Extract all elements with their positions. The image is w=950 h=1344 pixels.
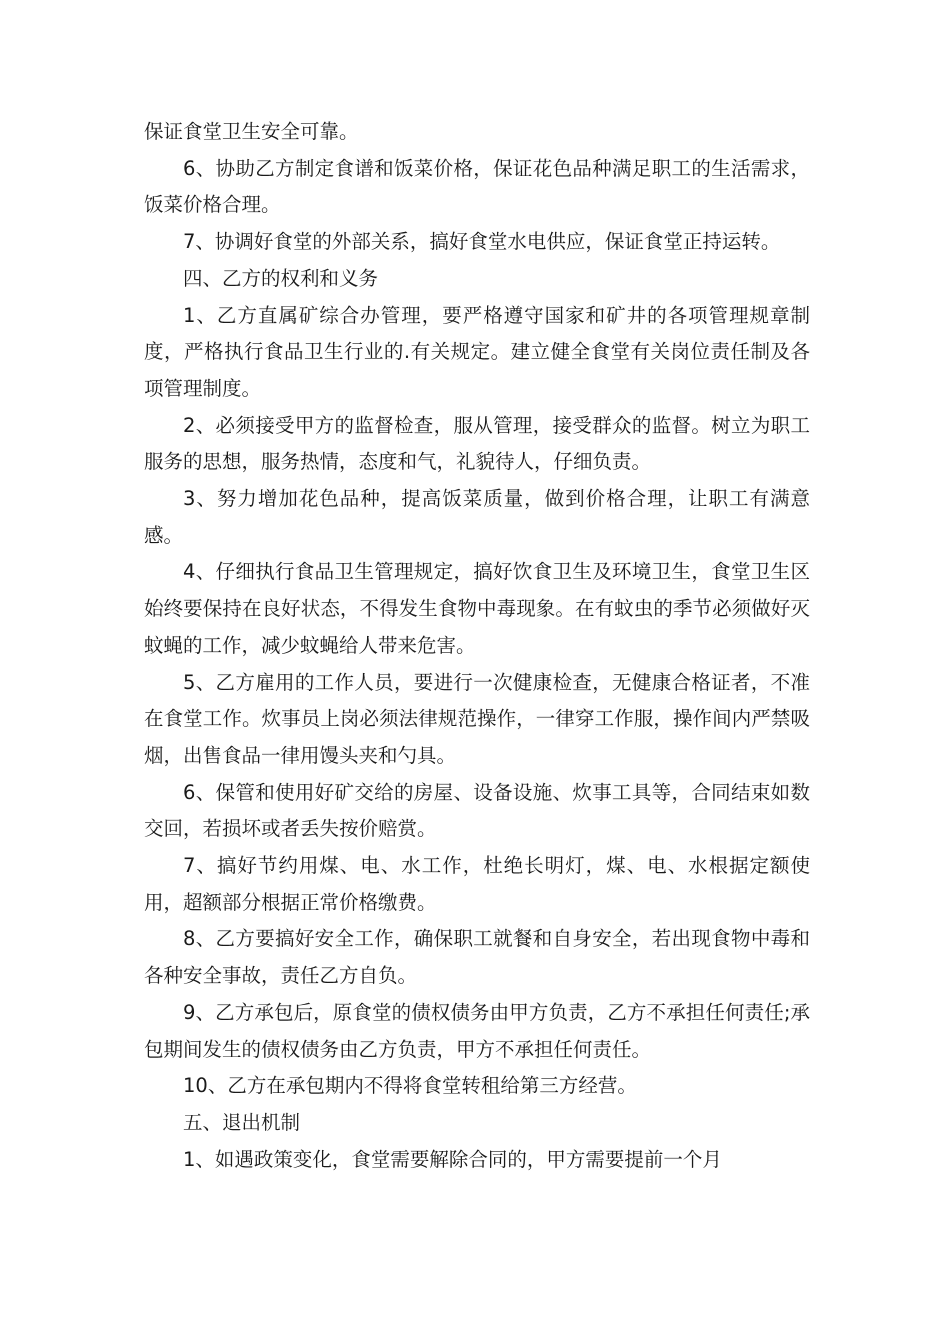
paragraph-item-4-10: 10、乙方在承包期内不得将食堂转租给第三方经营。 xyxy=(183,1074,637,1098)
paragraph-item-4-5: 5、乙方雇用的工作人员，要进行一次健康检查，无健康合格证者，不准在食堂工作。炊事员上岗必须法律规范操作，一律穿工作服，操作间内严禁吸烟，出售食品一律用馒头夹和勺具。 xyxy=(144,670,810,767)
section-heading-4: 四、乙方的权利和义务 xyxy=(183,266,379,290)
section-heading-5: 五、退出机制 xyxy=(183,1110,301,1134)
document-body xyxy=(144,114,810,1178)
paragraph-item-3-7: 7、协调好食堂的外部关系，搞好食堂水电供应，保证食堂正持运转。 xyxy=(183,230,781,254)
paragraph-item-5-1: 1、如遇政策变化，食堂需要解除合同的，甲方需要提前一个月 xyxy=(183,1147,722,1171)
paragraph-item-4-2: 2、必须接受甲方的监督检查，服从管理，接受群众的监督。树立为职工服务的思想，服务热情，态度和气，礼貌待人，仔细负责。 xyxy=(144,413,810,474)
paragraph-item-4-3: 3、努力增加花色品种，提高饭菜质量，做到价格合理，让职工有满意感。 xyxy=(144,487,810,547)
paragraph-item-4-9: 9、乙方承包后，原食堂的债权债务由甲方负责，乙方不承担任何责任;承包期间发生的债权债务由乙方负责，甲方不承担任何责任。 xyxy=(144,1000,810,1061)
paragraph-item-3-6: 6、协助乙方制定食谱和饭菜价格，保证花色品种满足职工的生活需求，饭菜价格合理。 xyxy=(144,156,810,217)
paragraph-item-4-4: 4、仔细执行食品卫生管理规定，搞好饮食卫生及环境卫生，食堂卫生区始终要保持在良好状态，不得发生食物中毒现象。在有蚊虫的季节必须做好灭蚊蝇的工作，减少蚊蝇给人带来危害。 xyxy=(144,560,810,657)
paragraph-item-4-7: 7、搞好节约用煤、电、水工作，杜绝长明灯，煤、电、水根据定额使用，超额部分根据正常价格缴费。 xyxy=(144,854,810,914)
paragraph-item-4-8: 8、乙方要搞好安全工作，确保职工就餐和自身安全，若出现食物中毒和各种安全事故，责任乙方自负。 xyxy=(144,927,810,988)
paragraph-continuation: 保证食堂卫生安全可靠。 xyxy=(144,120,359,143)
paragraph-item-4-6: 6、保管和使用好矿交给的房屋、设备设施、炊事工具等，合同结束如数交回，若损坏或者丢失按价赔赏。 xyxy=(144,780,810,841)
paragraph-item-4-1: 1、乙方直属矿综合办管理，要严格遵守国家和矿井的各项管理规章制度，严格执行食品卫生行业的.有关规定。建立健全食堂有关岗位责任制及各项管理制度。 xyxy=(144,303,810,400)
